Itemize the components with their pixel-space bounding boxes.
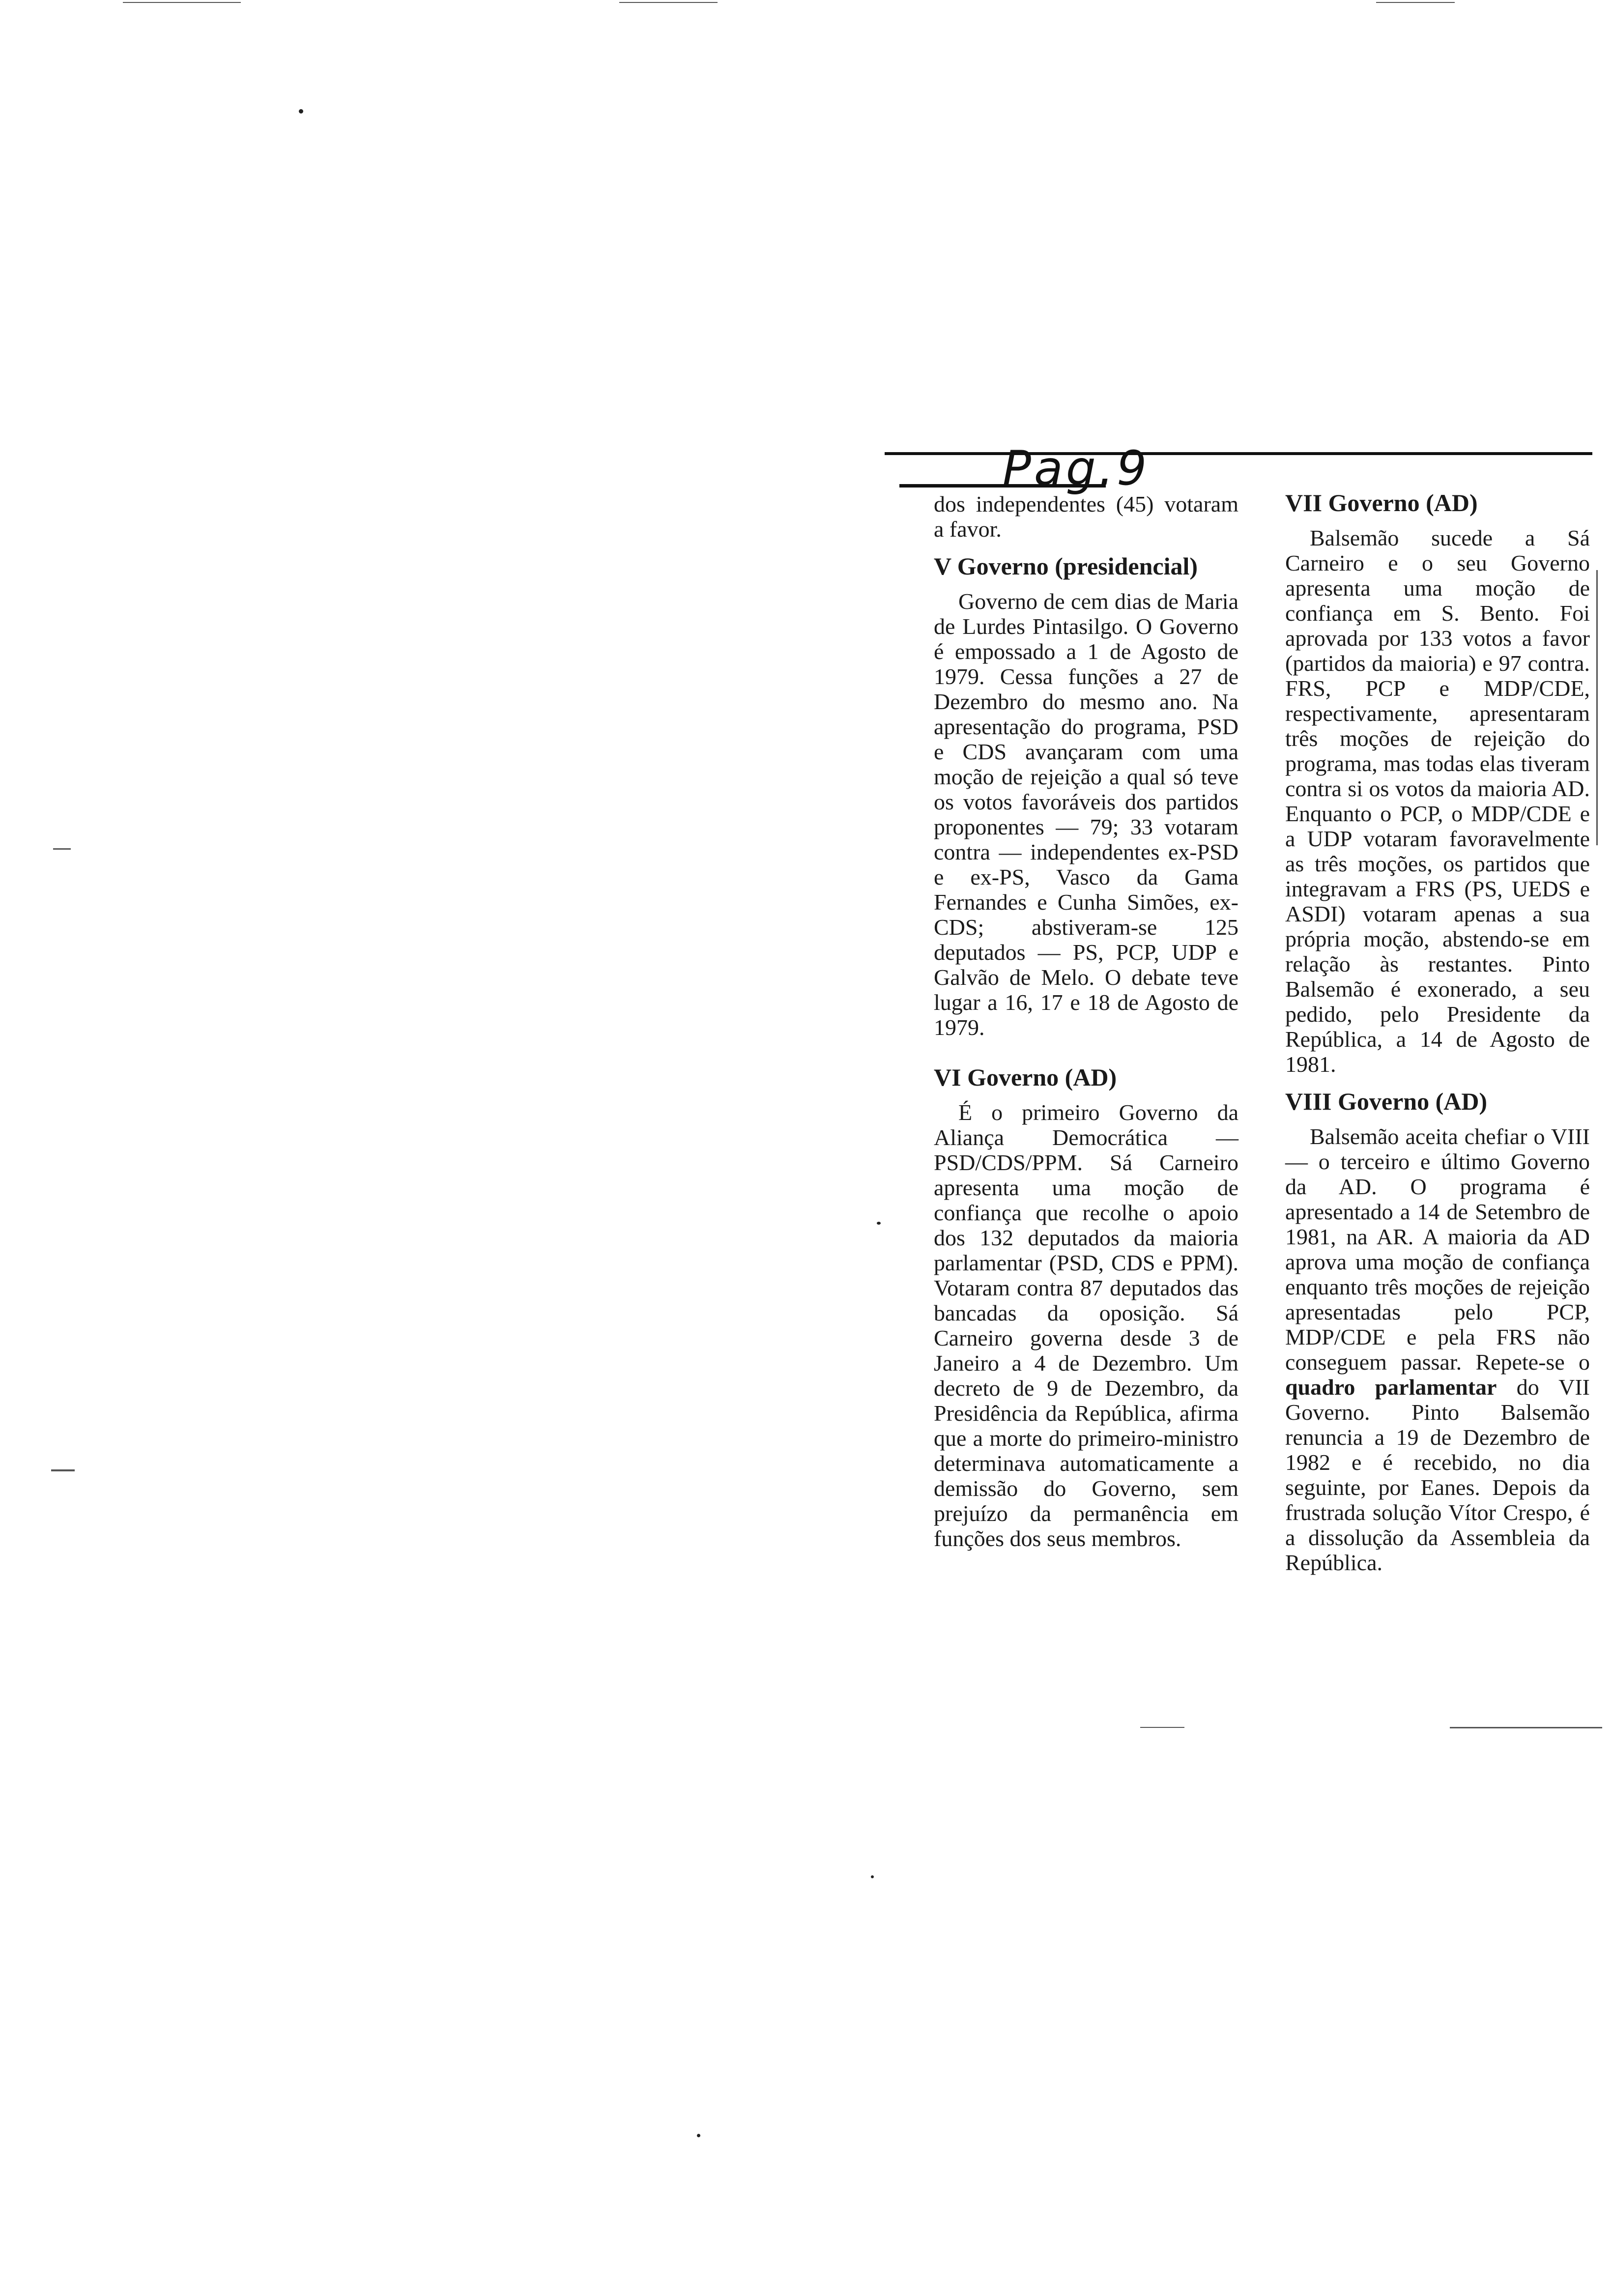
section-heading-v-governo: V Governo (presidencial) xyxy=(934,552,1198,580)
scan-artifact-top xyxy=(619,2,718,3)
handwritten-page-marker: Pag.9 xyxy=(1003,441,1150,496)
section-heading-viii-governo: VIII Governo (AD) xyxy=(1285,1088,1488,1115)
article-column-left xyxy=(934,491,1238,1551)
section-body-v-governo: Governo de cem dias de Maria de Lurdes Pintasilgo. O Governo é empossado a 1 de Agosto de 1979. Cessa funções a 27 de Dezembro do mesmo ano. Na apresentação do programa, PSD e CDS avançaram com uma moção de rejeição a qual só teve os votos favoráveis dos partidos proponentes — 79; 33 votaram contra — independentes ex-PSD e ex-PS, Vasco da Gama Fernandes e Cunha Simões, ex-CDS; abstiveram-se 125 deputados — PS, PCP, UDP e Galvão de Melo. O debate teve lugar a 16, 17 e 18 de Agosto de 1979. xyxy=(934,589,1238,1040)
scan-artifact-left xyxy=(53,848,71,850)
section-body-viii-governo xyxy=(1285,1124,1590,1575)
scan-artifact-left xyxy=(51,1469,75,1471)
intro-paragraph: dos independentes (45) votaram a favor. xyxy=(934,491,1238,542)
scan-artifact-top xyxy=(123,2,241,3)
scan-speck xyxy=(299,109,303,114)
scan-artifact-bottom xyxy=(1450,1727,1602,1728)
article-column-right xyxy=(1285,489,1590,1575)
section-body-vi-governo: É o primeiro Governo da Aliança Democrática — PSD/CDS/PPM. Sá Carneiro apresenta uma moção de confiança que recolhe o apoio dos 132 deputados da maioria parlamentar (PSD, CDS e PPM). Votaram contra 87 deputados das bancadas da oposição. Sá Carneiro governa desde 3 de Janeiro a 4 de Dezembro. Um decreto de 9 de Dezembro, da Presidência da República, afirma que a morte do primeiro-ministro determinava automaticamente a demissão do Governo, sem prejuízo da permanência em funções dos seus membros. xyxy=(934,1100,1238,1551)
scan-artifact-top xyxy=(1376,2,1455,3)
quadro-parlamentar-bold: quadro parlamentar xyxy=(1285,1375,1497,1400)
section-heading-vii-governo: VII Governo (AD) xyxy=(1285,489,1478,517)
scan-artifact-right-edge xyxy=(1596,570,1598,845)
column-top-rule xyxy=(885,452,1592,455)
section-heading-vi-governo: VI Governo (AD) xyxy=(934,1063,1117,1091)
section-body-vii-governo: Balsemão sucede a Sá Carneiro e o seu Governo apresenta uma moção de confiança em S. Bento. Foi aprovada por 133 votos a favor (partidos da maioria) e 97 contra. FRS, PCP e MDP/CDE, respectivamente, apresentaram três moções de rejeição do programa, mas todas elas tiveram contra si os votos da maioria AD. Enquanto o PCP, o MDP/CDE e a UDP votaram favoravelmente as três moções, os partidos que integravam a FRS (PS, UEDS e ASDI) votaram apenas a sua própria moção, abstendo-se em relação às restantes. Pinto Balsemão é exonerado, a seu pedido, pelo Presidente da República, a 14 de Agosto de 1981. xyxy=(1285,525,1590,1077)
section-body-viii-governo-part2: do VII Governo. Pinto Balsemão renuncia a 19 de Dezembro de 1982 e é recebido, no dia seguinte, por Eanes. Depois da frustrada solução Vítor Crespo, é a dissolução da Assembleia da República. xyxy=(1285,1375,1590,1575)
scan-speck xyxy=(697,2134,700,2137)
scan-speck xyxy=(877,1222,881,1225)
scan-artifact-bottom xyxy=(1140,1727,1184,1728)
section-body-viii-governo-part1: Balsemão aceita chefiar o VIII — o terceiro e último Governo da AD. O programa é apresentado a 14 de Setembro de 1981, na AR. A maioria da AD aprova uma moção de confiança enquanto três moções de rejeição apresentadas pelo PCP, MDP/CDE e pela FRS não conseguem passar. Repete-se o xyxy=(1285,1124,1590,1375)
scan-speck xyxy=(871,1875,874,1878)
